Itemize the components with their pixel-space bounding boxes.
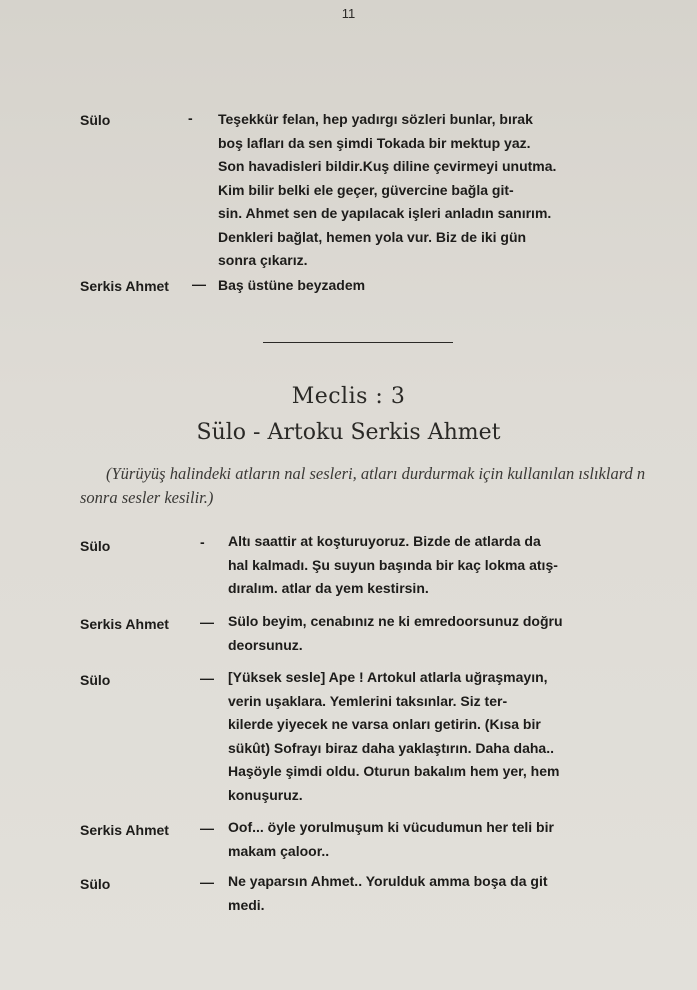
speaker-name: Serkis Ahmet [80,616,169,632]
speech-line: kilerde yiyecek ne varsa onları getirin. (Kısa bir [228,716,541,732]
speech-line: konuşuruz. [228,786,303,803]
dialogue-block-1 [80,108,650,302]
speech-text [218,108,640,273]
speaker-dash: — [200,820,214,836]
scene-cast: Sülo - Artoku Serkis Ahmet [196,420,501,445]
speaker-name: Serkis Ahmet [80,278,169,294]
speech-line: boş lafları da sen şimdi Tokada bir mektup yaz. [218,134,531,151]
speech-line: Haşöyle şimdi oldu. Oturun bakalım hem yer, hem [228,763,560,779]
speech-line: Baş üstüne beyzadem [218,277,366,293]
stage-direction: (Yürüyüş halindeki atların nal sesleri, atları durdurmak için kullanılan ıslıklard n sonra sesler kesilir.) [80,464,646,507]
speech-line: [Yüksek sesle] Ape ! Artokul atlarla uğraşmayın, [228,669,548,685]
speaker-dash: — [200,670,214,686]
speech-text [228,870,640,917]
speaker-dash: — [200,874,214,890]
speech-text [228,610,640,657]
speech-line: medi. [228,896,265,913]
speech-line: Teşekkür felan, hep yadırgı sözleri bunlar, bırak [218,111,533,127]
speaker-name: Sülo [80,672,111,688]
speech-line: Son havadisleri bildir.Kuş diline çevirmeyi unutma. [218,158,557,174]
dialogue-block-2 [80,530,650,924]
dialogue-entry [80,108,650,274]
speech-line: dıralım. atlar da yem kestirsin. [228,580,429,596]
dialogue-entry [80,610,650,666]
speech-line: sonra çıkarız. [218,252,308,268]
speech-line: Sülo beyim, cenabınız ne ki emredoorsunuz doğru [228,613,563,629]
speech-line: Ne yaparsın Ahmet.. Yorulduk amma boşa da git [228,873,548,889]
speech-line: verin uşaklara. Yemlerini taksınlar. Siz ter- [228,692,508,709]
speech-line: deorsunuz. [228,636,303,653]
speaker-name: Sülo [80,112,111,128]
speech-text [228,816,640,863]
speaker-name: Serkis Ahmet [80,822,169,838]
scene-title: Meclis : 3 [291,384,406,409]
speaker-name: Sülo [80,538,111,554]
speech-text [228,666,640,807]
speaker-dash: — [200,614,214,630]
speaker-dash: - [188,110,193,126]
speech-line: makam çaloor.. [228,842,330,859]
speaker-name: Sülo [80,876,111,892]
speech-text [228,530,640,601]
speech-line: sin. Ahmet sen de yapılacak işleri anladın sanırım. [218,205,552,221]
speech-line: Denkleri bağlat, hemen yola vur. Biz de iki gün [218,228,527,245]
dialogue-entry [80,666,650,816]
section-divider [263,342,453,343]
dialogue-entry [80,816,650,870]
speech-line: Altı saattir at koşturuyoruz. Bizde de atlarda da [228,533,541,549]
speech-line: Oof... öyle yorulmuşum ki vücudumun her teli bir [228,819,554,835]
speech-line: Kim bilir belki ele geçer, güvercine bağla git- [218,181,514,198]
dialogue-entry [80,870,650,924]
dialogue-entry [80,274,650,302]
speech-line: sükût) Sofrayı biraz daha yaklaştırın. Daha daha.. [228,739,554,756]
speech-line: hal kalmadı. Şu suyun başında bir kaç lokma atış- [228,556,558,573]
speaker-dash: — [192,276,206,292]
speech-text [218,274,640,298]
page-number: 11 [341,6,356,21]
dialogue-entry [80,530,650,610]
speaker-dash: - [200,534,205,550]
